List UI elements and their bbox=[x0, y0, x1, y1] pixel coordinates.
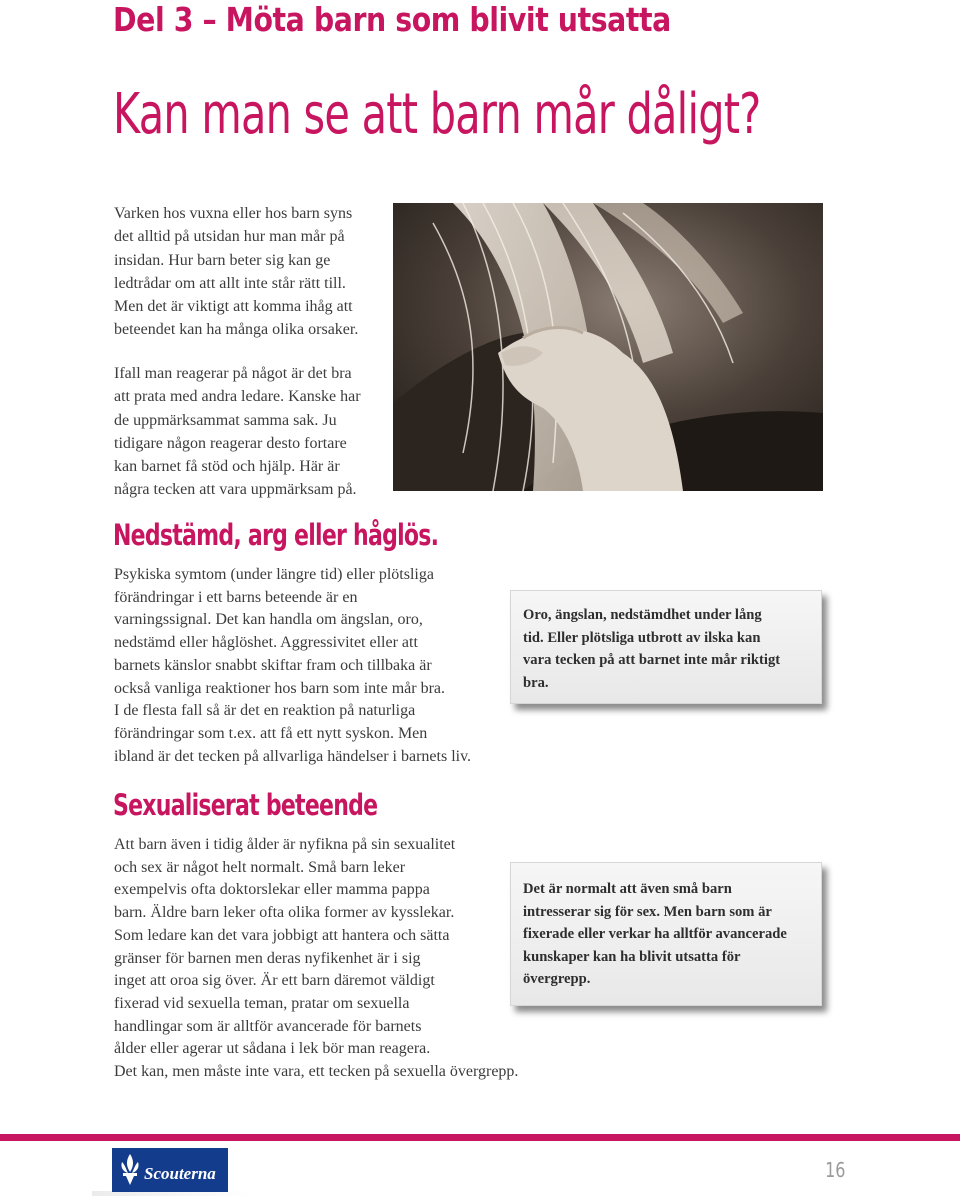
section-body-sexualized: Att barn även i tidig ålder är nyfikna på sin sexualitet och sex är något helt normalt. Små barn leker exempelvis ofta doktorslekar eller mamma pappa barn. Äldre barn leker ofta olika former av kysslekar. Som ledare kan det vara jobbigt att hantera och sätta gränser för barnen men deras nyfikenhet är i sig inget att oroa sig över. Är ett barn däremot väldigt fixerad vid sexuella teman, pratar om sexuella handlingar som är alltför avancerade för barnets ålder eller agerar ut sådana i lek bör man reagera. Det kan, men måste inte vara, ett tecken på sexuella övergrepp. bbox=[114, 836, 519, 1081]
intro-paragraph-1: Varken hos vuxna eller hos barn syns det alltid på utsidan hur man mår på insidan. Hur barn beter sig kan ge ledtrådar om att allt inte står rätt till. Men det är viktigt att komma ihåg att beteendet kan ha många olika orsaker. bbox=[114, 205, 359, 339]
section-heading-sexualized: Sexualiserat beteende bbox=[113, 788, 378, 822]
section-heading-mood: Nedstämd, arg eller håglös. bbox=[113, 518, 439, 552]
photo-hand-in-hair bbox=[393, 203, 823, 491]
intro-paragraph-2: Ifall man reagerar på något är det bra att prata med andra ledare. Kanske har de uppmärksammat samma sak. Ju tidigare någon reagerar desto fortare kan barnet få stöd och hjälp. Här är några tecken att vara uppmärksam på. bbox=[114, 365, 361, 499]
callout-box-mood: Oro, ängslan, nedstämdhet under lång tid. Eller plötsliga utbrott av ilska kan vara tecken på att barnet inte mår riktigt bra. bbox=[510, 590, 822, 704]
footer-divider bbox=[0, 1134, 960, 1141]
page-title: Kan man se att barn mår dåligt? bbox=[113, 82, 761, 147]
logo-wordmark: Scouterna bbox=[144, 1164, 216, 1183]
section-body-mood: Psykiska symtom (under längre tid) eller plötsliga förändringar i ett barns beteende är en varningssignal. Det kan handla om ängslan, oro, nedstämd eller håglöshet. Aggressivitet eller att barnets känslor snabbt skiftar fram och tillbaka är också vanliga reaktioner hos barn som inte mår bra. I de flesta fall så är det en reaktion på naturliga förändringar som t.ex. att få ett nytt syskon. Men ibland är det tecken på allvarliga händelser i barnets liv. bbox=[114, 566, 472, 765]
part-title: Del 3 – Möta barn som blivit utsatta bbox=[113, 0, 671, 39]
lily-emblem-icon bbox=[118, 1152, 142, 1188]
scouterna-logo bbox=[112, 1148, 228, 1192]
page-number: 16 bbox=[824, 1158, 845, 1182]
callout-box-sexualized: Det är normalt att även små barn intresserar sig för sex. Men barn som är fixerade eller verkar ha alltför avancerade kunskaper kan ha blivit utsatta för övergrepp. bbox=[510, 862, 822, 1006]
